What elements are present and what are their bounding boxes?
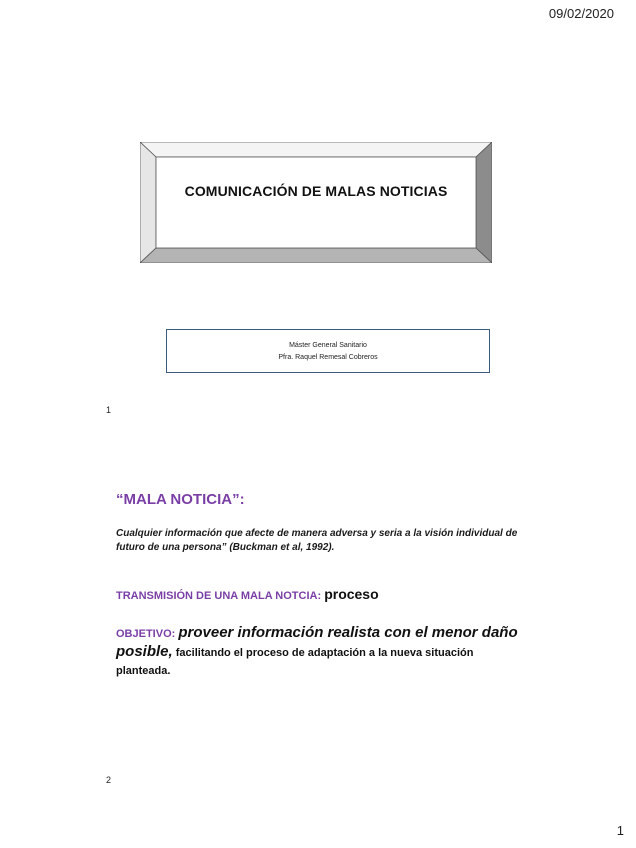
document-date: 09/02/2020 xyxy=(548,6,614,21)
slide1-number: 1 xyxy=(106,405,112,415)
presenter-info-box xyxy=(166,329,490,373)
transmission-label: TRANSMISIÓN DE UNA MALA NOTCIA: xyxy=(116,590,322,602)
master-name: Máster General Sanitario xyxy=(289,342,367,349)
objective-emphasis: proveer información realista con el menor daño posible, xyxy=(116,624,518,660)
title-bevel-box xyxy=(140,142,492,263)
slide2-number: 2 xyxy=(106,775,112,785)
slide1-title: COMUNICACIÓN DE MALAS NOTICIAS xyxy=(184,183,448,199)
transmission-line xyxy=(116,586,526,602)
slide2-heading: “MALA NOTICIA”: xyxy=(116,491,245,508)
objective-paragraph xyxy=(116,624,526,680)
definition-quote: Cualquier información que afecte de manera adversa y seria a la visión individual de futuro de una persona” (Buckman et al, 1992). xyxy=(116,528,518,553)
page-number: 1 xyxy=(616,823,624,838)
objective-label: OBJETIVO: xyxy=(116,628,176,640)
objective-rest: facilitando el proceso de adaptación a la nueva situación planteada. xyxy=(116,647,474,677)
transmission-value: proceso xyxy=(324,586,379,602)
presenter-name: Pfra. Raquel Remesal Cobreros xyxy=(278,354,378,361)
bevel-frame-graphic xyxy=(140,142,492,263)
